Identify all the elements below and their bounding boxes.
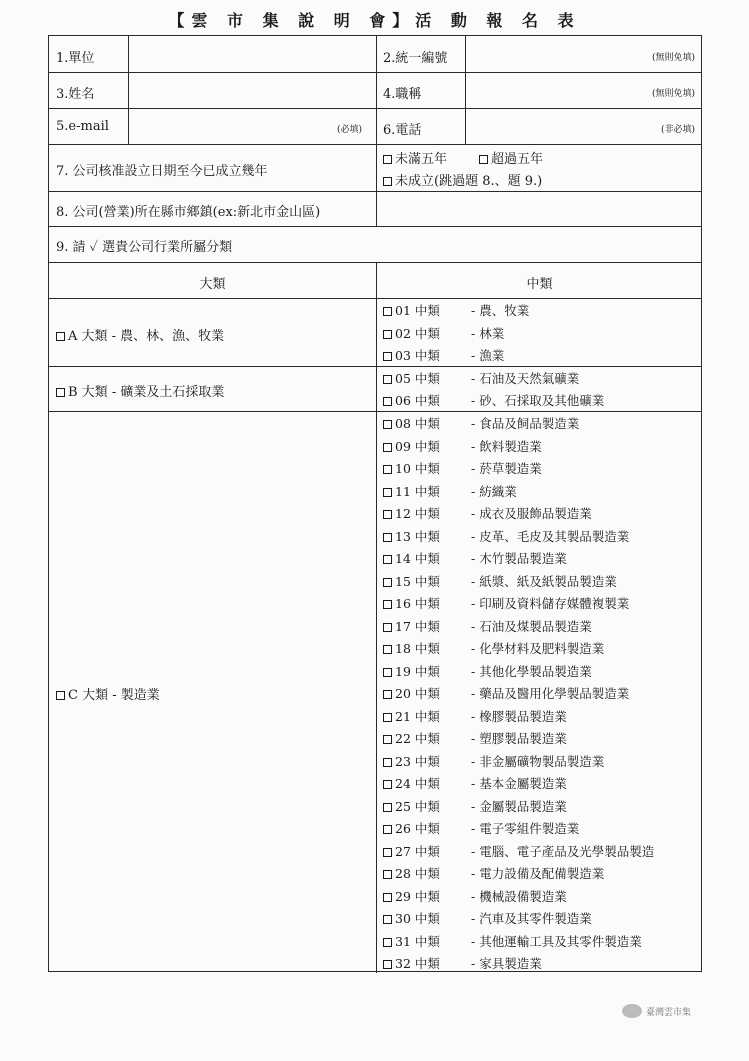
checkbox[interactable]	[56, 332, 65, 341]
mid-category-item[interactable]	[383, 527, 629, 545]
checkbox[interactable]	[383, 960, 392, 969]
item-code: 18 中類	[395, 641, 440, 656]
checkbox[interactable]	[383, 690, 392, 699]
cloud-logo-icon	[622, 1004, 642, 1018]
checkbox[interactable]	[383, 155, 392, 164]
mid-category-item[interactable]	[383, 864, 604, 882]
item-name: - 砂、石採取及其他礦業	[471, 393, 605, 408]
item-name: - 紡織業	[471, 483, 517, 499]
brand-logo	[622, 1004, 691, 1018]
mid-category-item[interactable]	[383, 752, 604, 770]
checkbox[interactable]	[383, 780, 392, 789]
item-name: - 其他運輸工具及其零件製造業	[471, 933, 642, 949]
item-code: 19 中類	[395, 663, 440, 679]
item-name: - 皮革、毛皮及其製品製造業	[471, 528, 630, 544]
mid-category-item[interactable]	[383, 842, 654, 860]
checkbox[interactable]	[383, 443, 392, 452]
item-name: - 農、牧業	[471, 303, 530, 318]
mid-category-item[interactable]	[383, 909, 592, 927]
mid-category-item[interactable]	[383, 729, 567, 747]
brand-logo-text: 臺灣雲市集	[646, 1007, 692, 1018]
item-code: 02 中類	[395, 326, 440, 341]
mid-category-item[interactable]	[383, 504, 592, 522]
unit-label: 1.單位	[56, 51, 95, 66]
item-code: 11 中類	[395, 483, 440, 499]
option-label: 未成立(跳過題 8.、題 9.)	[395, 174, 543, 189]
major-category-a[interactable]	[56, 325, 224, 344]
item-code: 27 中類	[395, 843, 440, 859]
mid-category-header: 中類	[526, 277, 553, 292]
item-code: 29 中類	[395, 888, 440, 904]
item-code: 03 中類	[395, 348, 440, 363]
item-name: - 汽車及其零件製造業	[471, 911, 592, 926]
mid-category-item[interactable]	[383, 797, 567, 815]
phone-label: 6.電話	[383, 123, 422, 138]
checkbox[interactable]	[479, 155, 488, 164]
item-code: 01 中類	[395, 303, 440, 318]
q7-option-not-established[interactable]	[383, 170, 542, 189]
item-code: 12 中類	[395, 506, 440, 521]
checkbox[interactable]	[383, 758, 392, 767]
item-name: - 電腦、電子產品及光學製品製造	[471, 843, 655, 859]
mid-category-item[interactable]	[383, 639, 604, 657]
checkbox[interactable]	[383, 825, 392, 834]
item-code: 06 中類	[395, 393, 440, 408]
tax-id-label: 2.統一編號	[383, 51, 448, 66]
item-name: - 電力設備及配備製造業	[471, 866, 605, 881]
item-code: 05 中類	[395, 371, 440, 386]
row-divider	[49, 366, 701, 367]
item-name: - 金屬製品製造業	[471, 798, 567, 814]
checkbox[interactable]	[383, 375, 392, 384]
mid-category-item[interactable]	[383, 369, 579, 387]
checkbox[interactable]	[383, 938, 392, 947]
item-code: 16 中類	[395, 596, 440, 611]
item-name: - 基本金屬製造業	[471, 776, 567, 791]
unit-field[interactable]	[129, 37, 375, 71]
item-code: 30 中類	[395, 911, 440, 926]
mid-category-item[interactable]	[383, 707, 567, 725]
item-code: 15 中類	[395, 573, 440, 589]
item-name: - 紙漿、紙及紙製品製造業	[471, 573, 617, 589]
mid-category-item[interactable]	[383, 391, 604, 409]
major-category-c[interactable]	[56, 684, 160, 703]
item-code: 31 中類	[395, 933, 440, 949]
item-name: - 藥品及醫用化學製品製造業	[471, 686, 630, 701]
item-code: 20 中類	[395, 686, 440, 701]
item-name: - 非金屬礦物製品製造業	[471, 753, 605, 769]
mid-category-item[interactable]	[383, 594, 629, 612]
checkbox[interactable]	[383, 848, 392, 857]
checkbox[interactable]	[383, 488, 392, 497]
mid-category-item[interactable]	[383, 684, 629, 702]
checkbox[interactable]	[383, 177, 392, 186]
mid-category-item[interactable]	[383, 301, 529, 319]
q9-label: 9. 請 ✓ 選貴公司行業所屬分類	[56, 240, 233, 255]
item-code: 09 中類	[395, 438, 440, 454]
checkbox[interactable]	[383, 578, 392, 587]
checkbox[interactable]	[383, 803, 392, 812]
mid-category-item[interactable]	[383, 324, 504, 342]
item-name: - 電子零組件製造業	[471, 821, 580, 836]
checkbox[interactable]	[383, 870, 392, 879]
item-code: 28 中類	[395, 866, 440, 881]
item-name: - 漁業	[471, 348, 505, 363]
mid-category-item[interactable]	[383, 954, 542, 972]
checkbox[interactable]	[383, 893, 392, 902]
item-name: - 木竹製品製造業	[471, 551, 567, 566]
item-code: 10 中類	[395, 461, 440, 476]
checkbox[interactable]	[56, 388, 65, 397]
item-name: - 石油及煤製品製造業	[471, 618, 592, 634]
item-name: - 石油及天然氣礦業	[471, 371, 580, 386]
category-label: C 大類 - 製造業	[68, 688, 160, 703]
mid-category-item[interactable]	[383, 774, 567, 792]
checkbox[interactable]	[383, 600, 392, 609]
checkbox[interactable]	[383, 533, 392, 542]
form-title: 【雲 市 集 說 明 會】活 動 報 名 表	[168, 11, 581, 30]
email-label: 5.e-mail	[56, 119, 109, 134]
item-name: - 化學材料及肥料製造業	[471, 641, 605, 656]
checkbox[interactable]	[383, 352, 392, 361]
checkbox[interactable]	[383, 397, 392, 406]
job-title-label: 4.職稱	[383, 87, 422, 102]
mid-category-item[interactable]	[383, 549, 567, 567]
option-label: 超過五年	[491, 152, 544, 167]
row-divider	[49, 262, 701, 263]
checkbox[interactable]	[383, 330, 392, 339]
item-name: - 機械設備製造業	[471, 888, 567, 904]
checkbox[interactable]	[383, 713, 392, 722]
item-code: 26 中類	[395, 821, 440, 836]
mid-category-item[interactable]	[383, 887, 567, 905]
job-title-note: (無則免填)	[651, 89, 695, 99]
row-divider	[49, 226, 701, 227]
checkbox[interactable]	[383, 668, 392, 677]
major-category-header: 大類	[199, 277, 226, 292]
q7-label: 7. 公司核准設立日期至今已成立幾年	[56, 164, 268, 179]
checkbox[interactable]	[383, 420, 392, 429]
item-code: 08 中類	[395, 416, 440, 431]
item-code: 13 中類	[395, 528, 440, 544]
item-name: - 林業	[471, 326, 505, 341]
phone-note: (非必填)	[660, 125, 695, 135]
mid-category-item[interactable]	[383, 482, 517, 500]
item-name: - 家具製造業	[471, 956, 542, 971]
row-divider	[49, 411, 701, 412]
checkbox[interactable]	[383, 510, 392, 519]
mid-category-item[interactable]	[383, 932, 642, 950]
mid-category-item[interactable]	[383, 437, 542, 455]
name-field[interactable]	[129, 73, 375, 107]
checkbox[interactable]	[383, 555, 392, 564]
item-code: 21 中類	[395, 708, 440, 724]
mid-category-item[interactable]	[383, 572, 617, 590]
item-name: - 成衣及服飾品製造業	[471, 506, 592, 521]
mid-category-item[interactable]	[383, 662, 592, 680]
registration-form	[48, 35, 702, 972]
item-code: 17 中類	[395, 618, 440, 634]
item-code: 24 中類	[395, 776, 440, 791]
tax-id-note: (無則免填)	[651, 53, 695, 63]
checkbox[interactable]	[383, 623, 392, 632]
location-field[interactable]	[377, 192, 701, 225]
item-code: 25 中類	[395, 798, 440, 814]
row-divider	[49, 298, 701, 299]
name-label: 3.姓名	[56, 87, 95, 102]
mid-category-item[interactable]	[383, 346, 504, 364]
major-category-b[interactable]	[56, 381, 224, 400]
option-label: 未滿五年	[395, 152, 448, 167]
checkbox[interactable]	[383, 307, 392, 316]
q7-option-under-five[interactable]	[383, 148, 447, 167]
item-name: - 塑膠製品製造業	[471, 731, 567, 746]
item-code: 23 中類	[395, 753, 440, 769]
column-divider	[376, 262, 377, 973]
item-name: - 橡膠製品製造業	[471, 708, 567, 724]
email-note: (必填)	[337, 125, 363, 135]
q7-option-over-five[interactable]	[479, 148, 543, 167]
mid-category-item[interactable]	[383, 414, 579, 432]
checkbox[interactable]	[383, 735, 392, 744]
item-name: - 菸草製造業	[471, 461, 542, 476]
checkbox[interactable]	[383, 645, 392, 654]
mid-category-item[interactable]	[383, 459, 542, 477]
q8-label: 8. 公司(營業)所在縣市鄉鎮(ex:新北市金山區)	[56, 205, 321, 220]
checkbox[interactable]	[383, 465, 392, 474]
item-code: 14 中類	[395, 551, 440, 566]
category-label: A 大類 - 農、林、漁、牧業	[68, 329, 225, 344]
category-label: B 大類 - 礦業及土石採取業	[68, 385, 225, 400]
item-name: - 其他化學製品製造業	[471, 663, 592, 679]
checkbox[interactable]	[383, 915, 392, 924]
checkbox[interactable]	[56, 691, 65, 700]
item-name: - 印刷及資料儲存媒體複製業	[471, 596, 630, 611]
item-code: 32 中類	[395, 956, 440, 971]
mid-category-item[interactable]	[383, 617, 592, 635]
mid-category-item[interactable]	[383, 819, 579, 837]
row-divider	[49, 144, 701, 145]
item-name: - 飲料製造業	[471, 438, 542, 454]
item-name: - 食品及飼品製造業	[471, 416, 580, 431]
item-code: 22 中類	[395, 731, 440, 746]
